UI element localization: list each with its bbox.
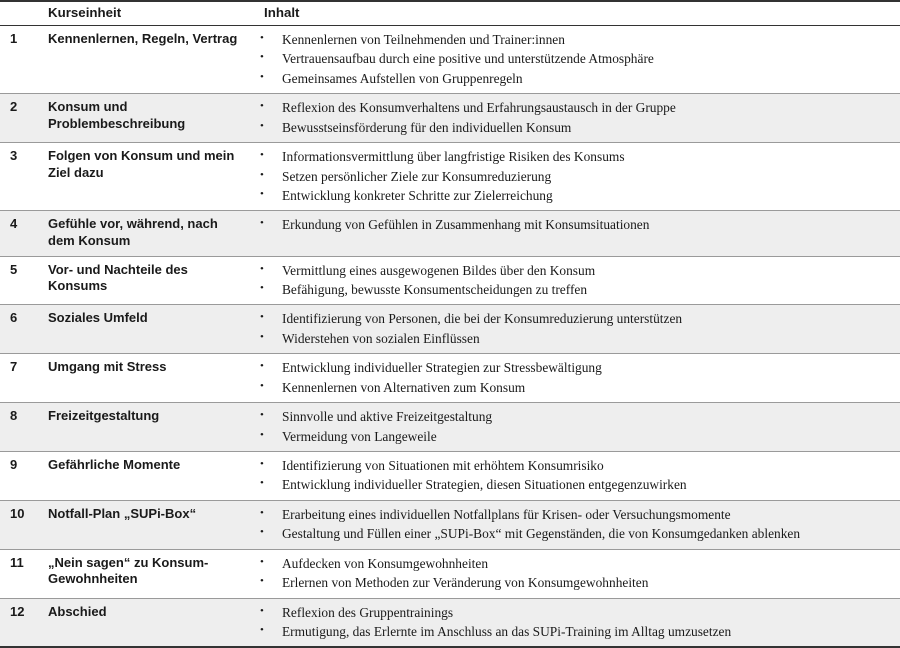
row-content: [256, 256, 900, 305]
row-number: 7: [0, 354, 38, 403]
list-item-text: Erkundung von Gefühlen in Zusammenhang mit Konsumsituationen: [282, 217, 650, 233]
row-content: [256, 598, 900, 647]
row-number: 10: [0, 500, 38, 549]
content-bullet-list: [260, 262, 890, 299]
content-bullet-list: [260, 310, 890, 347]
table-row: [0, 211, 900, 256]
table-row: [0, 305, 900, 354]
list-item: [260, 330, 890, 347]
bullet-icon: •: [260, 623, 264, 636]
list-item: [260, 50, 890, 67]
list-item-text: Kennenlernen von Teilnehmenden und Trainer:innen: [282, 32, 565, 47]
bullet-icon: •: [260, 168, 264, 181]
row-number: 2: [0, 94, 38, 143]
list-item-text: Widerstehen von sozialen Einflüssen: [282, 330, 480, 346]
row-content: [256, 211, 900, 256]
row-content: [256, 305, 900, 354]
bullet-icon: •: [260, 217, 264, 230]
list-item: [260, 476, 890, 493]
bullet-icon: •: [260, 32, 264, 44]
list-item-text: Erlernen von Methoden zur Veränderung von Konsumgewohnheiten: [282, 575, 649, 591]
bullet-icon: •: [260, 506, 264, 519]
table-row: [0, 94, 900, 143]
list-item-text: Kennenlernen von Alternativen zum Konsum: [282, 379, 526, 395]
row-number: 11: [0, 549, 38, 598]
content-bullet-list: [260, 216, 890, 233]
list-item-text: Identifizierung von Personen, die bei der Konsumreduzierung unterstützen: [282, 311, 683, 327]
row-unit-title: Konsum und Problembeschreibung: [38, 94, 256, 143]
list-item: [260, 262, 890, 279]
row-content: [256, 26, 900, 94]
row-unit-title: „Nein sagen“ zu Konsum-Gewohnheiten: [38, 549, 256, 598]
list-item-text: Reflexion des Gruppentrainings: [282, 604, 454, 620]
list-item: [260, 379, 890, 396]
list-item: [260, 525, 890, 542]
bullet-icon: •: [260, 70, 264, 83]
bullet-icon: •: [260, 555, 264, 568]
list-item: [260, 148, 890, 165]
bullet-icon: •: [260, 119, 264, 132]
list-item: [260, 604, 890, 621]
row-unit-title: Umgang mit Stress: [38, 354, 256, 403]
row-number: 1: [0, 26, 38, 94]
list-item: [260, 574, 890, 591]
list-item: [260, 216, 890, 233]
content-bullet-list: [260, 99, 890, 136]
bullet-icon: •: [260, 477, 264, 490]
list-item: [260, 168, 890, 185]
list-item-text: Setzen persönlicher Ziele zur Konsumreduzierung: [282, 168, 552, 184]
row-content: [256, 94, 900, 143]
bullet-icon: •: [260, 428, 264, 441]
list-item: [260, 187, 890, 204]
content-bullet-list: [260, 506, 890, 543]
table-row: [0, 403, 900, 452]
list-item-text: Erarbeitung eines individuellen Notfallplans für Krisen- oder Versuchungsmomente: [282, 506, 731, 522]
row-number: 4: [0, 211, 38, 256]
bullet-icon: •: [260, 409, 264, 422]
list-item: [260, 70, 890, 87]
bullet-icon: •: [260, 526, 264, 539]
list-item-text: Bewusstseinsförderung für den individuellen Konsum: [282, 119, 572, 135]
bullet-icon: •: [260, 458, 264, 470]
list-item: [260, 555, 890, 572]
list-item: [260, 310, 890, 327]
row-content: [256, 403, 900, 452]
list-item: [260, 359, 890, 376]
row-number: 9: [0, 452, 38, 501]
table-row: [0, 598, 900, 647]
list-item-text: Ermutigung, das Erlernte im Anschluss an das SUPi-Training im Alltag umzusetzen: [282, 623, 732, 639]
bullet-icon: •: [260, 187, 264, 200]
list-item: [260, 408, 890, 425]
table-row: [0, 256, 900, 305]
list-item: [260, 119, 890, 136]
table-row: [0, 26, 900, 94]
row-number: 5: [0, 256, 38, 305]
column-header-unit: Kurseinheit: [38, 1, 256, 26]
row-unit-title: Notfall-Plan „SUPi-Box“: [38, 500, 256, 549]
content-bullet-list: [260, 604, 890, 641]
list-item-text: Entwicklung individueller Strategien, diesen Situationen entgegenzuwirken: [282, 477, 687, 493]
bullet-icon: •: [260, 604, 264, 617]
bullet-icon: •: [260, 282, 264, 295]
list-item-text: Vertrauensaufbau durch eine positive und unterstützende Atmosphäre: [282, 51, 654, 67]
row-unit-title: Vor- und Nachteile des Konsums: [38, 256, 256, 305]
row-content: [256, 143, 900, 211]
list-item-text: Identifizierung von Situationen mit erhöhtem Konsumrisiko: [282, 458, 604, 473]
list-item: [260, 281, 890, 298]
bullet-icon: •: [260, 100, 264, 113]
table-row: [0, 452, 900, 501]
list-item-text: Aufdecken von Konsumgewohnheiten: [282, 555, 489, 571]
list-item-text: Sinnvolle und aktive Freizeitgestaltung: [282, 409, 493, 425]
list-item-text: Entwicklung konkreter Schritte zur Zielerreichung: [282, 187, 553, 203]
bullet-icon: •: [260, 311, 264, 324]
bullet-icon: •: [260, 360, 264, 373]
row-number: 3: [0, 143, 38, 211]
row-content: [256, 354, 900, 403]
content-bullet-list: [260, 408, 890, 445]
row-unit-title: Soziales Umfeld: [38, 305, 256, 354]
row-unit-title: Gefühle vor, während, nach dem Konsum: [38, 211, 256, 256]
row-unit-title: Kennenlernen, Regeln, Vertrag: [38, 26, 256, 94]
list-item-text: Vermittlung eines ausgewogenen Bildes über den Konsum: [282, 262, 596, 278]
row-number: 8: [0, 403, 38, 452]
content-bullet-list: [260, 31, 890, 87]
list-item-text: Befähigung, bewusste Konsumentscheidungen zu treffen: [282, 282, 588, 298]
bullet-icon: •: [260, 379, 264, 392]
content-bullet-list: [260, 555, 890, 592]
row-unit-title: Freizeitgestaltung: [38, 403, 256, 452]
list-item-text: Gemeinsames Aufstellen von Gruppenregeln: [282, 70, 523, 86]
row-content: [256, 452, 900, 501]
list-item-text: Informationsvermittlung über langfristige Risiken des Konsums: [282, 149, 625, 165]
row-unit-title: Folgen von Konsum und mein Ziel dazu: [38, 143, 256, 211]
row-number: 6: [0, 305, 38, 354]
table-row: [0, 500, 900, 549]
list-item: [260, 623, 890, 640]
table-row: [0, 354, 900, 403]
table-header: [0, 1, 900, 26]
list-item: [260, 31, 890, 48]
row-unit-title: Abschied: [38, 598, 256, 647]
column-header-content: Inhalt: [256, 1, 900, 26]
row-content: [256, 549, 900, 598]
list-item-text: Reflexion des Konsumverhaltens und Erfahrungsaustausch in der Gruppe: [282, 100, 676, 116]
list-item: [260, 99, 890, 116]
row-number: 12: [0, 598, 38, 647]
list-item-text: Entwicklung individueller Strategien zur Stressbewältigung: [282, 360, 602, 376]
list-item-text: Gestaltung und Füllen einer „SUPi-Box“ mit Gegenständen, die von Konsumgedanken ablenken: [282, 526, 801, 542]
list-item-text: Vermeidung von Langeweile: [282, 428, 437, 444]
row-unit-title: Gefährliche Momente: [38, 452, 256, 501]
content-bullet-list: [260, 359, 890, 396]
list-item: [260, 457, 890, 474]
bullet-icon: •: [260, 262, 264, 275]
content-bullet-list: [260, 457, 890, 494]
bullet-icon: •: [260, 575, 264, 588]
bullet-icon: •: [260, 149, 264, 162]
column-header-number: [0, 1, 38, 26]
list-item: [260, 428, 890, 445]
table-header-row: [0, 1, 900, 26]
content-bullet-list: [260, 148, 890, 204]
list-item: [260, 506, 890, 523]
bullet-icon: •: [260, 51, 264, 64]
bullet-icon: •: [260, 330, 264, 343]
table-row: [0, 549, 900, 598]
table-body: [0, 26, 900, 648]
row-content: [256, 500, 900, 549]
table-row: [0, 143, 900, 211]
